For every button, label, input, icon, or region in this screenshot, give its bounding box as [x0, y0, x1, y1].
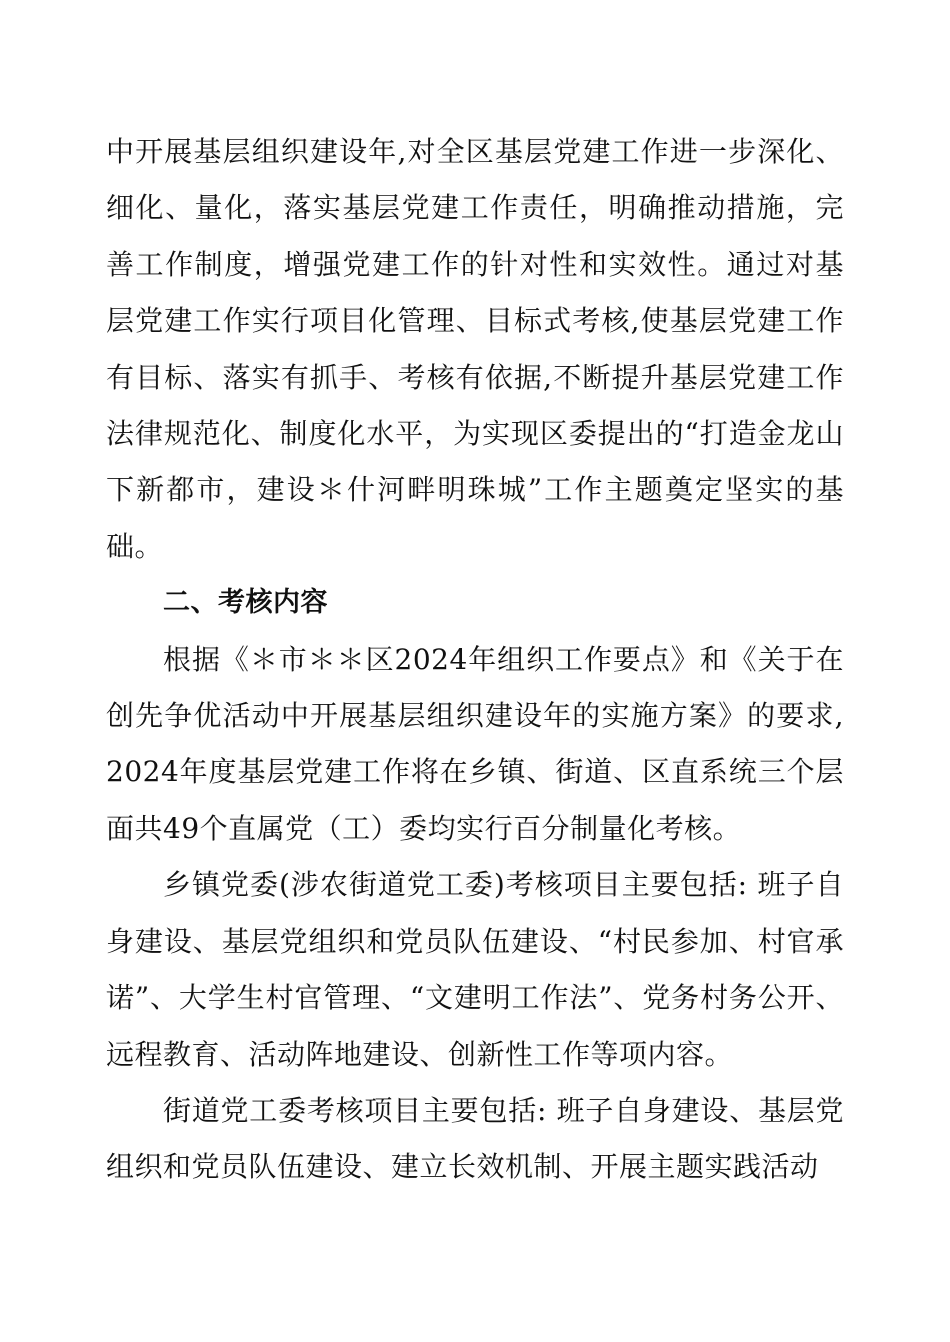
- paragraph-street-items: 街道党工委考核项目主要包括: 班子自身建设、基层党组织和党员队伍建设、建立长效机制、开展主题实践活动: [106, 1093, 844, 1184]
- paragraph-goals: 中开展基层组织建设年,对全区基层党建工作进一步深化、细化、量化，落实基层党建工作责任，明确推动措施，完善工作制度，增强党建工作的针对性和实效性。通过对基层党建工作实行项目化管理、目标式考核,使基层党建工作有目标、落实有抓手、考核有依据,不断提升基层党建工作法律规范化、制度化水平，为实现区委提出的“打造金龙山下新都市，建设＊什河畔明珠城”工作主题奠定坚实的基础。: [106, 135, 844, 563]
- document-body: [106, 124, 844, 1196]
- paragraph-assessment-basis: 根据《＊市＊＊区2024年组织工作要点》和《关于在创先争优活动中开展基层组织建设年的实施方案》的要求,2024年度基层党建工作将在乡镇、街道、区直系统三个层面共49个直属党（工）委均实行百分制量化考核。: [106, 642, 844, 845]
- section-heading-assessment-content: 二、考核内容: [163, 587, 328, 619]
- paragraph-township-items: 乡镇党委(涉农街道党工委)考核项目主要包括: 班子自身建设、基层党组织和党员队伍建设、“村民参加、村官承诺”、大学生村官管理、“文建明工作法”、党务村务公开、远程教育、活动阵地建设、创新性工作等项内容。: [106, 868, 844, 1071]
